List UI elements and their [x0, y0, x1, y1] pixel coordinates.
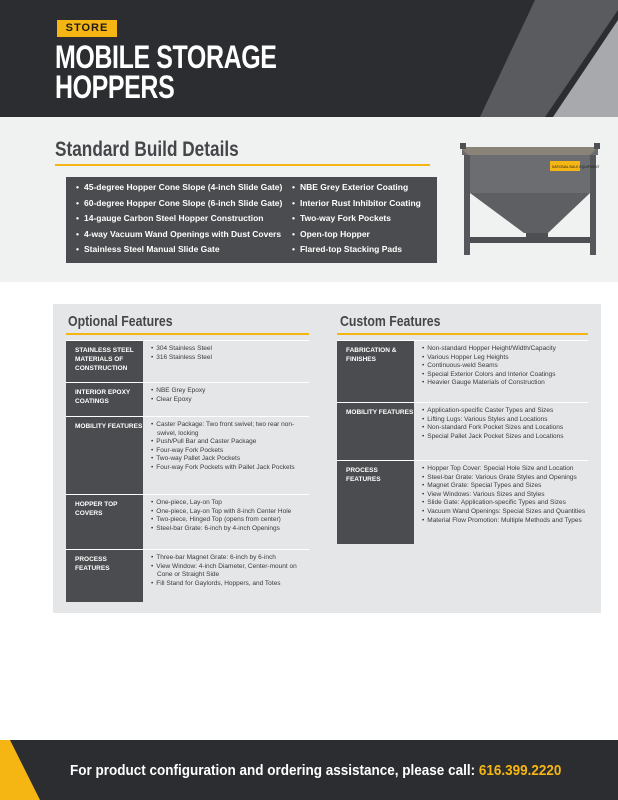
- feature-row-items: [143, 383, 309, 416]
- feature-item: • Special Exterior Colors and Interior Coatings: [422, 371, 588, 380]
- feature-row-label: HOPPER TOP COVERS: [66, 495, 143, 549]
- feature-row-items: [143, 417, 309, 494]
- feature-row-label: FABRICATION & FINISHES: [337, 341, 414, 402]
- nbe-logo-text: NATIONAL BULK EQUIPMENT: [552, 165, 600, 169]
- page-title-line2: HOPPERS: [55, 69, 175, 105]
- footer-phone[interactable]: 616.399.2220: [478, 762, 562, 779]
- hopper-fork-pocket: [470, 237, 590, 243]
- header-banner: [0, 0, 618, 117]
- feature-item: • View Window: 4-inch Diameter, Center-mount on Cone or Straight Side: [151, 563, 309, 580]
- custom-features-title: Custom Features: [340, 313, 441, 330]
- feature-row: [66, 340, 309, 382]
- feature-item: • Non-standard Hopper Height/Width/Capacity: [422, 345, 588, 354]
- feature-row-items: [143, 495, 309, 549]
- feature-row-label: MOBILITY FEATURES: [337, 403, 414, 460]
- footer-accent: [0, 740, 40, 800]
- feature-item: • Application-specific Caster Types and Sizes: [422, 407, 588, 416]
- feature-item: • Clear Epoxy: [151, 396, 309, 405]
- feature-row: [66, 494, 309, 549]
- standard-build-item: • 14-gauge Carbon Steel Hopper Construction: [76, 211, 282, 227]
- hopper-leg-left: [464, 155, 470, 255]
- feature-item: • Special Pallet Jack Pocket Sizes and Locations: [422, 433, 588, 442]
- feature-item: • Non-standard Fork Pocket Sizes and Locations: [422, 424, 588, 433]
- feature-item: • Three-bar Magnet Grate: 6-inch by 6-inch: [151, 554, 309, 563]
- feature-row: [66, 549, 309, 602]
- feature-row-label: INTERIOR EPOXY COATINGS: [66, 383, 143, 416]
- feature-row: [337, 460, 588, 544]
- standard-build-item: • 45-degree Hopper Cone Slope (4-inch Slide Gate): [76, 180, 282, 196]
- stacking-pad-left: [460, 143, 466, 149]
- feature-item: • Hopper Top Cover: Special Hole Size and Location: [422, 465, 588, 474]
- feature-item: • Heavier Gauge Materials of Construction: [422, 379, 588, 388]
- feature-item: • Steel-bar Grate: 6-inch by 4-inch Openings: [151, 525, 309, 534]
- feature-item: • Lifting Lugs: Various Styles and Locations: [422, 416, 588, 425]
- feature-row-items: [143, 341, 309, 382]
- standard-build-item: • 4-way Vacuum Wand Openings with Dust Covers: [76, 227, 282, 243]
- hopper-contents: [460, 147, 598, 155]
- page-title-line1: MOBILE STORAGE: [55, 39, 277, 75]
- feature-item: • Continuous-weld Seams: [422, 362, 588, 371]
- feature-item: • Push/Pull Bar and Caster Package: [151, 438, 309, 447]
- feature-item: • 316 Stainless Steel: [151, 354, 309, 363]
- feature-item: • Material Flow Promotion: Multiple Methods and Types: [422, 517, 588, 526]
- stacking-pad-right: [594, 143, 600, 149]
- feature-item: • Various Hopper Leg Heights: [422, 354, 588, 363]
- feature-item: • Fill Stand for Gaylords, Hoppers, and Totes: [151, 580, 309, 589]
- feature-row: [66, 382, 309, 416]
- feature-item: • Four-way Fork Pockets with Pallet Jack Pockets: [151, 464, 309, 473]
- standard-build-item: • 60-degree Hopper Cone Slope (6-inch Slide Gate): [76, 196, 282, 212]
- standard-build-title: Standard Build Details: [55, 138, 239, 161]
- feature-item: • NBE Grey Epoxy: [151, 387, 309, 396]
- optional-features-underline: [66, 333, 309, 335]
- optional-features-title: Optional Features: [68, 313, 173, 330]
- feature-row-items: [143, 550, 309, 602]
- footer-banner: [0, 740, 618, 800]
- store-tag: STORE: [57, 20, 117, 37]
- standard-build-list-1: [76, 180, 282, 258]
- feature-item: • Vacuum Wand Openings: Special Sizes and Quantities: [422, 508, 588, 517]
- hopper-product-image: [450, 133, 610, 268]
- feature-item: • Steel-bar Grate: Various Grate Styles and Openings: [422, 474, 588, 483]
- feature-row-label: PROCESS FEATURES: [337, 461, 414, 544]
- feature-item: • Two-piece, Hinged Top (opens from center): [151, 516, 309, 525]
- standard-build-item: • Two-way Fork Pockets: [292, 211, 421, 227]
- footer-message: For product configuration and ordering assistance, please call:: [70, 762, 476, 779]
- feature-row-items: [414, 341, 588, 402]
- feature-item: • Magnet Grate: Special Types and Sizes: [422, 482, 588, 491]
- standard-build-item: • Flared-top Stacking Pads: [292, 242, 421, 258]
- footer-text: [70, 762, 561, 779]
- standard-build-item: • NBE Grey Exterior Coating: [292, 180, 421, 196]
- hopper-cone: [470, 193, 590, 233]
- page-title: [55, 39, 336, 105]
- feature-item: • One-piece, Lay-on Top with 8-inch Center Hole: [151, 508, 309, 517]
- feature-row: [337, 340, 588, 402]
- feature-item: • Slide Gate: Application-specific Types and Sizes: [422, 499, 588, 508]
- hopper-body: [464, 155, 596, 193]
- feature-row-label: MOBILITY FEATURES: [66, 417, 143, 494]
- standard-build-item: • Stainless Steel Manual Slide Gate: [76, 242, 282, 258]
- feature-row: [337, 402, 588, 460]
- feature-item: • View Windows: Various Sizes and Styles: [422, 491, 588, 500]
- feature-item: • Two-way Pallet Jack Pockets: [151, 455, 309, 464]
- custom-features-underline: [337, 333, 588, 335]
- standard-build-underline: [55, 164, 430, 166]
- feature-row-label: STAINLESS STEEL MATERIALS OF CONSTRUCTION: [66, 341, 143, 382]
- feature-item: • One-piece, Lay-on Top: [151, 499, 309, 508]
- standard-build-item: • Open-top Hopper: [292, 227, 421, 243]
- feature-row-label: PROCESS FEATURES: [66, 550, 143, 602]
- standard-build-list-2: [292, 180, 421, 258]
- feature-row-items: [414, 461, 588, 544]
- feature-item: • Four-way Fork Pockets: [151, 447, 309, 456]
- feature-row: [66, 416, 309, 494]
- hopper-leg-right: [590, 155, 596, 255]
- feature-item: • Caster Package: Two front swivel; two rear non-swivel, locking: [151, 421, 309, 438]
- feature-item: • 304 Stainless Steel: [151, 345, 309, 354]
- standard-build-item: • Interior Rust Inhibitor Coating: [292, 196, 421, 212]
- feature-row-items: [414, 403, 588, 460]
